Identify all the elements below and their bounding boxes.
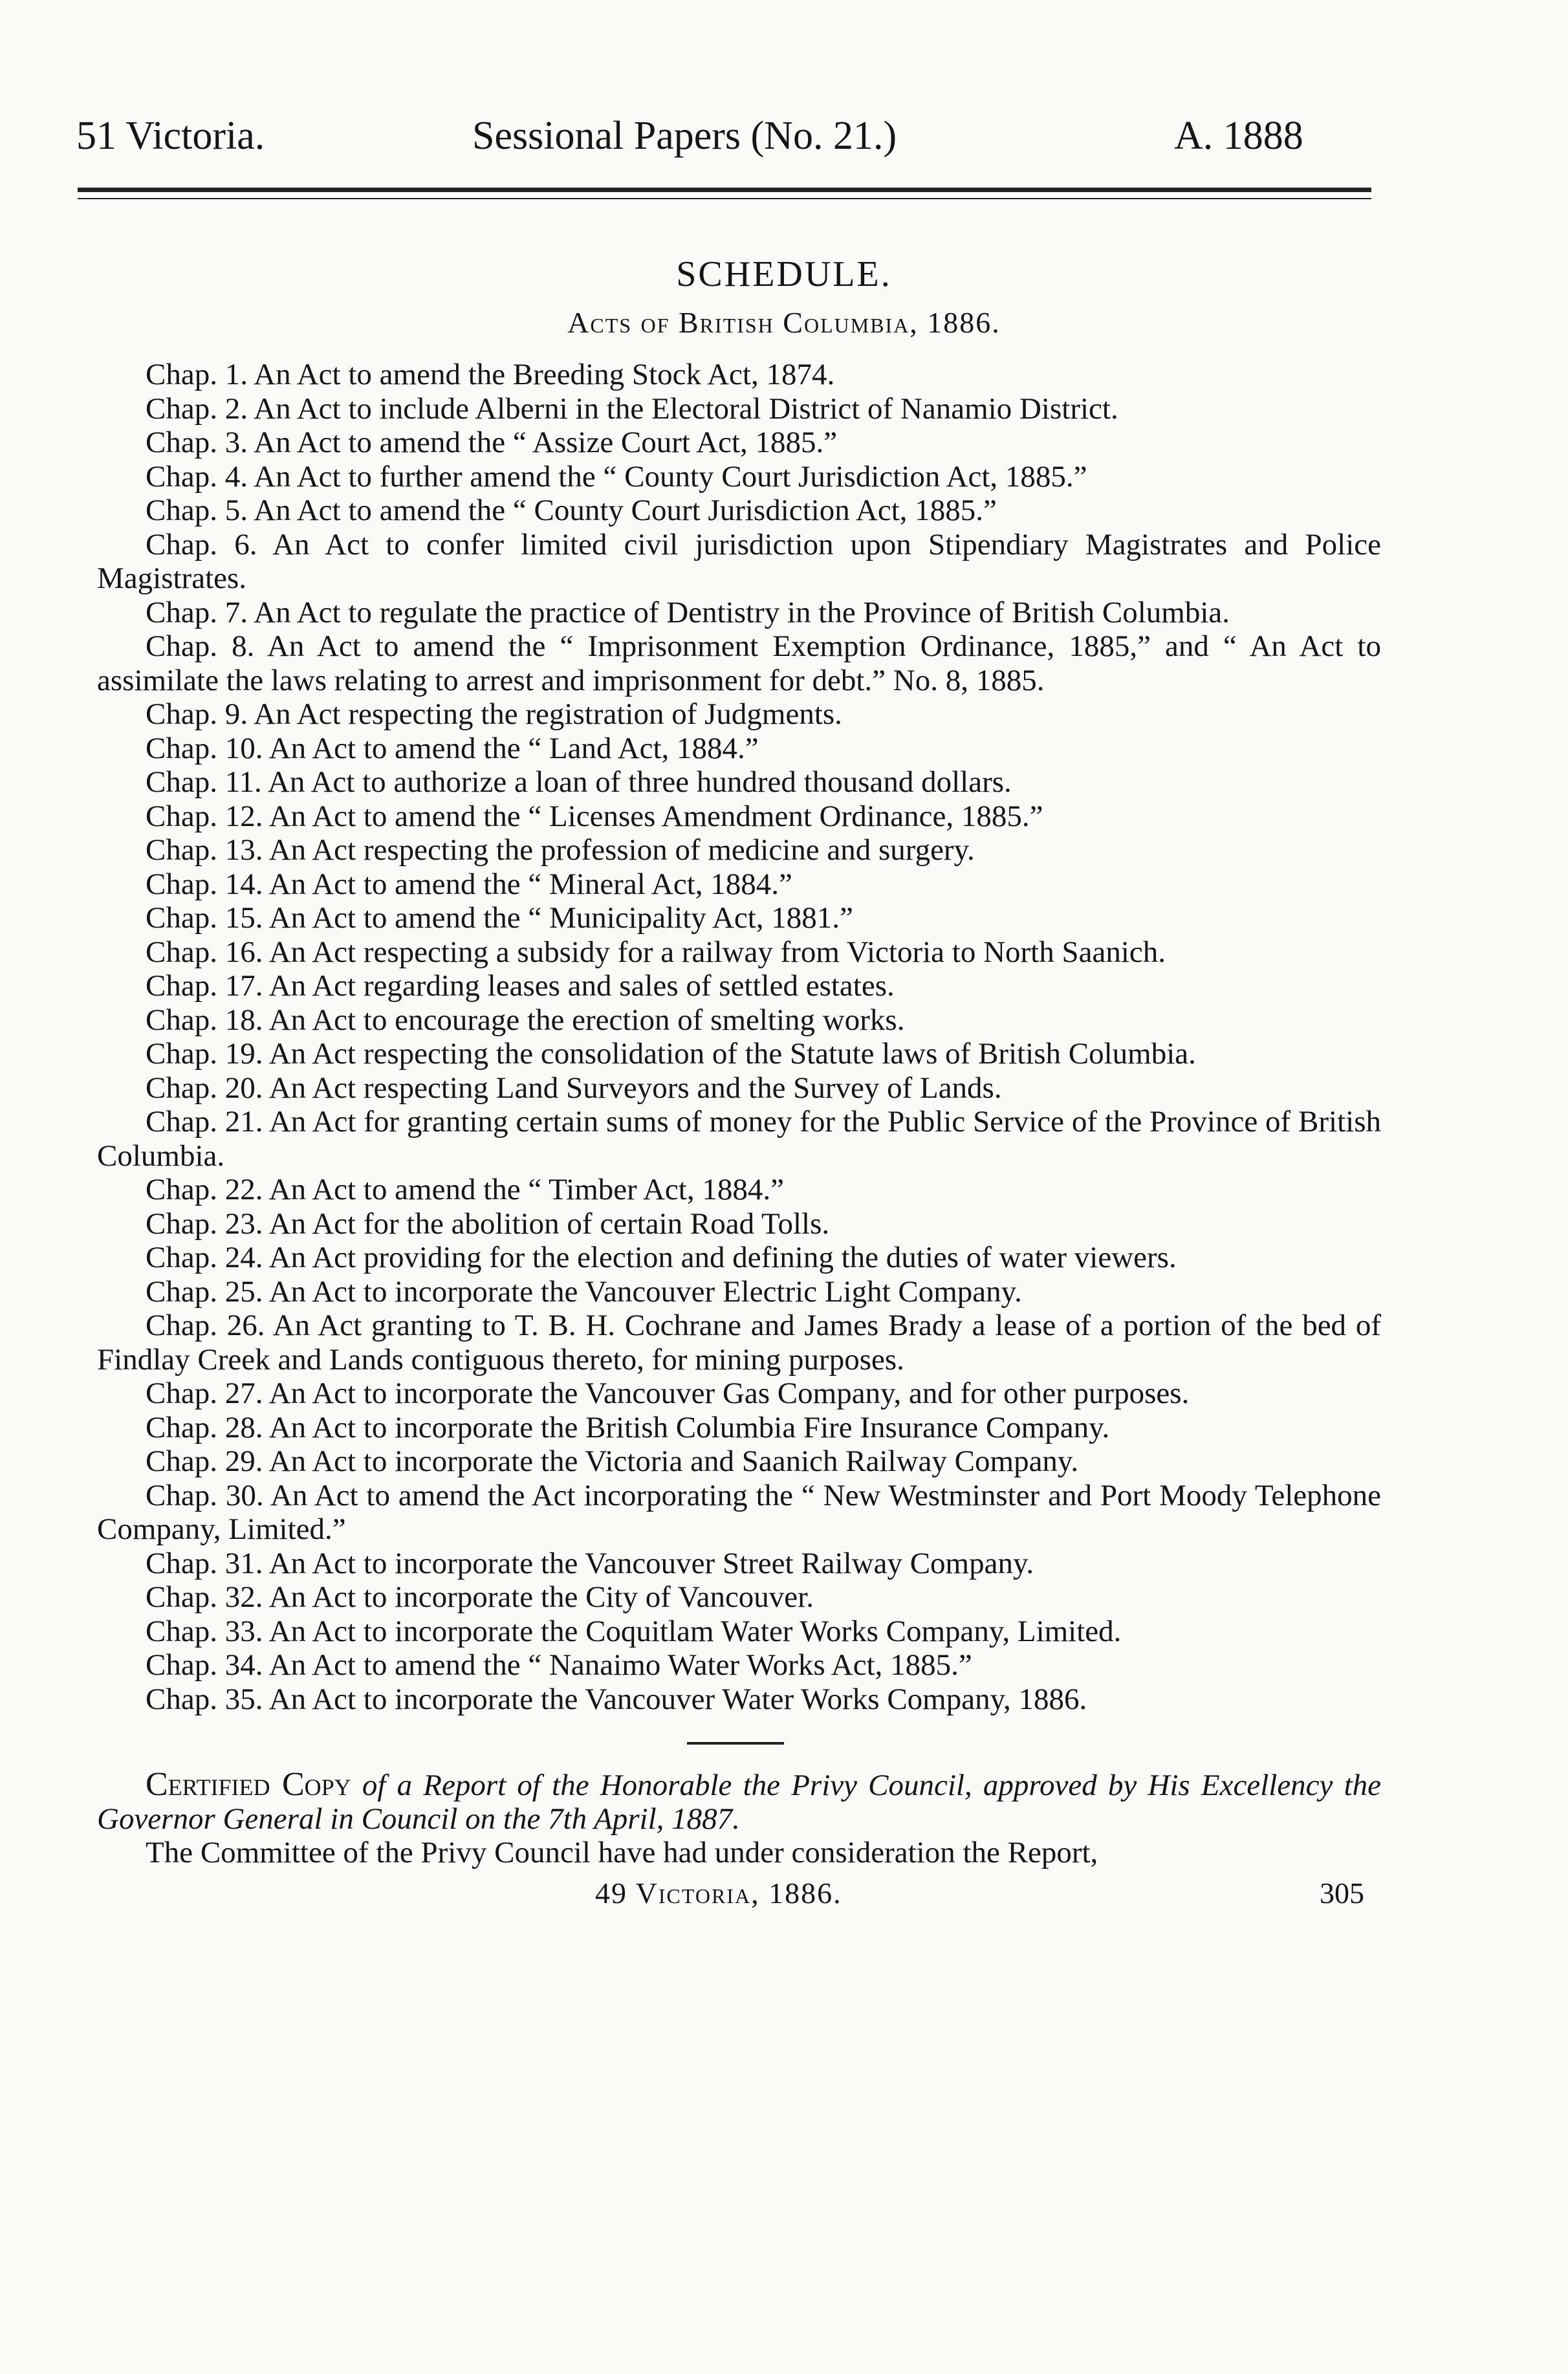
act-title: An Act to incorporate the City of Vancouver. [268, 1580, 814, 1614]
act-title: An Act to incorporate the Vancouver Water Works Company, 1886. [268, 1682, 1087, 1716]
act-title: An Act to further amend the “ County Court Jurisdiction Act, 1885.” [254, 459, 1087, 494]
act-entry [97, 392, 1381, 426]
act-entry [97, 1275, 1381, 1309]
act-chapter: Chap. 5. [146, 494, 248, 527]
act-chapter: Chap. 2. [146, 391, 248, 426]
act-entry [97, 1037, 1381, 1071]
act-entry [97, 1173, 1381, 1207]
act-entry [97, 1207, 1381, 1241]
act-title: An Act providing for the election and defining the duties of water viewers. [268, 1241, 1177, 1274]
act-chapter: Chap. 12. [146, 799, 263, 833]
act-chapter: Chap. 31. [146, 1546, 263, 1580]
section-separator [687, 1742, 784, 1745]
act-entry [97, 969, 1381, 1003]
act-chapter: Chap. 28. [146, 1410, 263, 1444]
act-entry [97, 1648, 1381, 1682]
act-title: An Act to amend the “ Timber Act, 1884.” [268, 1173, 784, 1206]
act-entry [97, 426, 1381, 460]
act-title: An Act respecting the registration of Judgments. [254, 697, 842, 731]
footer-page-number: 305 [1320, 1877, 1364, 1910]
act-entry [97, 800, 1381, 834]
act-chapter: Chap. 33. [146, 1614, 263, 1648]
act-title: An Act to amend the “ Land Act, 1884.” [268, 731, 759, 765]
act-chapter: Chap. 8. [146, 629, 255, 663]
act-entry [97, 1241, 1381, 1275]
act-title: An Act to encourage the erection of smelting works. [268, 1003, 905, 1037]
act-chapter: Chap. 14. [146, 867, 263, 901]
act-title: An Act to amend the “ Municipality Act, 1881.” [268, 901, 853, 935]
act-chapter: Chap. 10. [146, 731, 263, 765]
act-chapter: Chap. 22. [146, 1173, 263, 1206]
act-chapter: Chap. 6. [146, 527, 257, 561]
act-entry [97, 901, 1381, 935]
header-rule-thick [78, 188, 1371, 192]
act-chapter: Chap. 21. [146, 1105, 263, 1138]
act-title: An Act to incorporate the Coquitlam Water Works Company, Limited. [268, 1614, 1122, 1648]
act-title: An Act for granting certain sums of money for the Public Service of the Province of British Columbia. [97, 1105, 1381, 1173]
footer-session: 49 Victoria, 1886. [595, 1877, 842, 1910]
act-title: An Act for the abolition of certain Road Tolls. [268, 1206, 830, 1241]
act-chapter: Chap. 4. [146, 459, 248, 494]
act-chapter: Chap. 30. [146, 1478, 264, 1512]
act-title: An Act to amend the “ Imprisonment Exemption Ordinance, 1885,” and “ An Act to assimilate the laws relating to arrest and imprisonment for debt.” No. 8, 1885. [97, 629, 1381, 697]
act-title: An Act to confer limited civil jurisdiction upon Stipendiary Magistrates and Police Magistrates. [97, 527, 1381, 595]
act-title: An Act to incorporate the British Columbia Fire Insurance Company. [268, 1410, 1110, 1444]
act-title: An Act respecting the profession of medicine and surgery. [268, 833, 975, 867]
act-entry [97, 1411, 1381, 1445]
act-chapter: Chap. 17. [146, 969, 263, 1003]
act-chapter: Chap. 32. [146, 1580, 263, 1614]
act-entry [97, 528, 1381, 596]
acts-list [97, 358, 1381, 1716]
header-year: A. 1888 [1174, 114, 1303, 158]
act-chapter: Chap. 23. [146, 1206, 263, 1241]
act-title: An Act to amend the “ County Court Jurisdiction Act, 1885.” [254, 494, 997, 527]
act-title: An Act granting to T. B. H. Cochrane and James Brady a lease of a portion of the bed of Findlay Creek and Lands contiguous thereto, for mining purposes. [97, 1309, 1381, 1377]
act-title: An Act respecting Land Surveyors and the Survey of Lands. [268, 1071, 1002, 1105]
act-title: An Act to amend the Breeding Stock Act, 1874. [254, 358, 835, 391]
act-entry [97, 1377, 1381, 1411]
act-chapter: Chap. 20. [146, 1071, 263, 1105]
act-chapter: Chap. 9. [146, 697, 248, 731]
act-entry [97, 1547, 1381, 1581]
act-title: An Act respecting the consolidation of the Statute laws of British Columbia. [268, 1037, 1196, 1071]
act-entry [97, 765, 1381, 800]
act-chapter: Chap. 15. [146, 901, 263, 935]
certified-italic: of a Report of the Honorable the Privy Council, approved by His Excellency the Governor General in Council on the 7th April, 1887. [97, 1769, 1382, 1836]
act-chapter: Chap. 25. [146, 1274, 263, 1309]
act-entry [97, 1682, 1381, 1717]
act-entry [97, 1071, 1381, 1105]
act-entry [97, 596, 1381, 630]
certified-lead: Certified Copy [146, 1766, 351, 1803]
act-entry [97, 867, 1381, 902]
act-title: An Act to incorporate the Vancouver Gas Company, and for other purposes. [268, 1377, 1190, 1410]
act-chapter: Chap. 3. [146, 426, 248, 459]
act-title: An Act to authorize a loan of three hundred thousand dollars. [267, 765, 1012, 799]
act-title: An Act to incorporate the Victoria and Saanich Railway Company. [268, 1444, 1079, 1478]
schedule-subtitle: Acts of British Columbia, 1886. [567, 306, 1001, 339]
header-session: 51 Victoria. [76, 114, 265, 158]
act-chapter: Chap. 29. [146, 1444, 263, 1478]
act-entry [97, 358, 1381, 392]
act-title: An Act to amend the “ Licenses Amendment Ordinance, 1885.” [268, 799, 1043, 833]
act-chapter: Chap. 18. [146, 1003, 263, 1037]
act-chapter: Chap. 11. [146, 765, 262, 799]
act-chapter: Chap. 13. [146, 833, 263, 867]
act-entry [97, 1309, 1381, 1377]
act-entry [97, 629, 1381, 697]
act-chapter: Chap. 27. [146, 1377, 263, 1410]
header-rule-thin [78, 198, 1371, 199]
act-entry [97, 1105, 1381, 1173]
schedule-title: SCHEDULE. [676, 254, 892, 294]
certified-body: The Committee of the Privy Council have had under consideration the Report, [146, 1836, 1098, 1869]
act-entry [97, 1444, 1381, 1479]
act-title: An Act to incorporate the Vancouver Electric Light Company. [268, 1274, 1022, 1309]
act-entry [97, 697, 1381, 732]
header-title: Sessional Papers (No. 21.) [472, 114, 897, 158]
certified-copy [97, 1768, 1381, 1869]
act-title: An Act regarding leases and sales of settled estates. [268, 969, 895, 1003]
act-entry [97, 1615, 1381, 1649]
act-chapter: Chap. 35. [146, 1682, 263, 1716]
act-entry [97, 494, 1381, 528]
act-chapter: Chap. 7. [146, 595, 248, 629]
act-title: An Act to amend the “ Mineral Act, 1884.” [268, 867, 792, 901]
act-title: An Act to include Alberni in the Electoral District of Nanamio District. [254, 391, 1118, 426]
act-title: An Act to amend the Act incorporating the “ New Westminster and Port Moody Telephone Company, Limited.” [97, 1478, 1381, 1546]
act-entry [97, 1003, 1381, 1038]
act-entry [97, 1479, 1381, 1547]
act-entry [97, 935, 1381, 970]
act-chapter: Chap. 26. [146, 1309, 265, 1342]
act-chapter: Chap. 1. [146, 358, 248, 391]
act-title: An Act to incorporate the Vancouver Street Railway Company. [268, 1546, 1034, 1580]
act-title: An Act to amend the “ Assize Court Act, 1885.” [254, 426, 838, 459]
act-chapter: Chap. 16. [146, 935, 263, 969]
act-chapter: Chap. 24. [146, 1241, 263, 1274]
act-entry [97, 732, 1381, 766]
act-entry [97, 460, 1381, 494]
act-chapter: Chap. 34. [146, 1648, 263, 1682]
act-entry [97, 1580, 1381, 1615]
act-entry [97, 833, 1381, 867]
act-chapter: Chap. 19. [146, 1037, 263, 1071]
act-title: An Act to regulate the practice of Dentistry in the Province of British Columbia. [254, 595, 1230, 629]
act-title: An Act to amend the “ Nanaimo Water Works Act, 1885.” [268, 1648, 972, 1682]
act-title: An Act respecting a subsidy for a railway from Victoria to North Saanich. [268, 935, 1166, 969]
